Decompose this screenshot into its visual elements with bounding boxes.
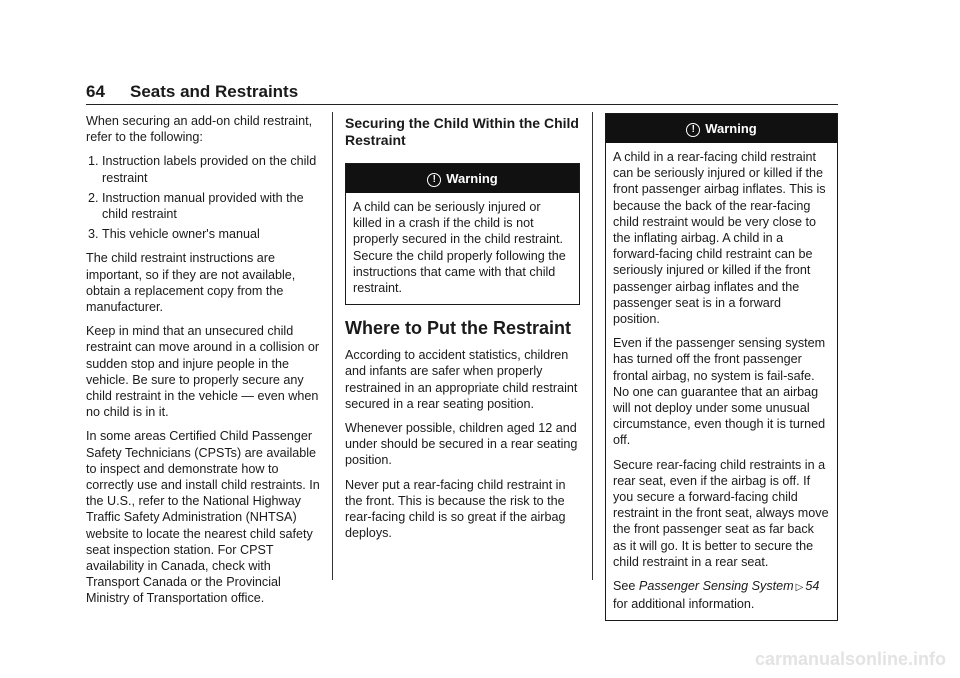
list-text: This vehicle owner's manual <box>102 227 260 242</box>
warning-body <box>346 193 579 304</box>
xref-page[interactable]: 54 <box>805 579 820 594</box>
warning-text: Even if the passenger sensing system has turned off the front passenger frontal airbag, no system is fail-safe. No one can guarantee that an airbag will not deploy under some unusual circumstance, even though it is turned off. <box>613 336 826 448</box>
body-paragraph: According to accident statistics, children and infants are safer when properly restrained in an appropriate child restraint secured in a rear seating position. <box>345 348 578 411</box>
list-text: Instruction labels provided on the child restraint <box>102 154 317 185</box>
list-text: Instruction manual provided with the child restraint <box>102 190 304 222</box>
warning-box <box>345 163 580 305</box>
xref-suffix: for additional information. <box>613 597 755 612</box>
warning-circle-icon: ! <box>427 173 441 187</box>
list-number: 3. <box>88 227 99 242</box>
warning-title: Warning <box>446 171 498 186</box>
warning-text: A child can be seriously injured or killed in a crash if the child is not properly secured in the child restraint. Secure the child properly following the instructions that came with that child restraint. <box>353 200 566 296</box>
watermark: carmanualsonline.info <box>754 649 946 669</box>
body-paragraph: In some areas Certified Child Passenger Safety Technicians (CPSTs) are available to inspect and demonstrate how to correctly use and install child restraints. In the U.S., refer to the National Highway Traffic Safety Administration (NHTSA) website to locate the nearest child safety seat inspection station. For CPST availability in Canada, check with Transport Canada or the Provincial Ministry of Transportation office. <box>86 429 320 606</box>
header-divider <box>86 104 838 105</box>
list-item <box>86 153 322 185</box>
list-number: 1. <box>88 154 99 169</box>
column-1 <box>86 113 322 615</box>
body-paragraph: Never put a rear-facing child restraint in the front. This is because the risk to the rear-facing child is so great if the airbag deploys. <box>345 477 566 541</box>
intro-paragraph: When securing an add-on child restraint, refer to the following: <box>86 114 313 145</box>
body-paragraph: Keep in mind that an unsecured child restraint can move around in a collision or sudden stop and injure people in the vehicle. Be sure to properly secure any child restraint in the vehicle — even when no child is in it. <box>86 324 320 420</box>
column-2 <box>345 113 580 549</box>
warning-text: A child in a rear-facing child restraint can be seriously injured or killed if the front passenger airbag inflates. This is because the back of the rear-facing child restraint would be very close to the inflating airbag. A child in a forward-facing child restraint can be seriously injured or killed if the front passenger airbag inflates and the passenger seat is in a forward position. <box>613 150 826 327</box>
warning-box <box>605 113 838 621</box>
cross-reference <box>613 578 830 612</box>
list-item <box>86 190 322 222</box>
warning-body <box>606 143 837 620</box>
page-number: 64 <box>86 82 105 101</box>
xref-link[interactable]: Passenger Sensing System <box>638 579 794 594</box>
xref-prefix: See <box>613 579 639 594</box>
column-3 <box>605 113 838 627</box>
subsection-heading: Securing the Child Within the Child Restraint <box>345 115 579 148</box>
warning-header <box>606 114 837 143</box>
warning-text: Secure rear-facing child restraints in a rear seat, even if the airbag is off. If you secure a forward-facing child restraint in the front seat, always move the front passenger seat as far back as it will go. It is better to secure the child restraint in a rear seat. <box>613 457 829 569</box>
list-number: 2. <box>88 190 99 205</box>
warning-header <box>346 164 579 193</box>
instruction-list <box>86 153 322 242</box>
warning-title: Warning <box>705 121 757 136</box>
page-header <box>86 82 838 104</box>
section-heading: Where to Put the Restraint <box>345 318 572 339</box>
column-divider-1 <box>332 112 333 580</box>
body-paragraph: Whenever possible, children aged 12 and under should be secured in a rear seating position. <box>345 421 578 468</box>
list-item <box>86 226 322 242</box>
body-paragraph: The child restraint instructions are important, so if they are not available, obtain a replacement copy from the manufacturer. <box>86 251 296 315</box>
section-title: Seats and Restraints <box>130 82 299 101</box>
column-divider-2 <box>592 112 593 580</box>
warning-circle-icon: ! <box>686 123 700 137</box>
xref-arrow-icon: ▷ <box>795 582 804 594</box>
